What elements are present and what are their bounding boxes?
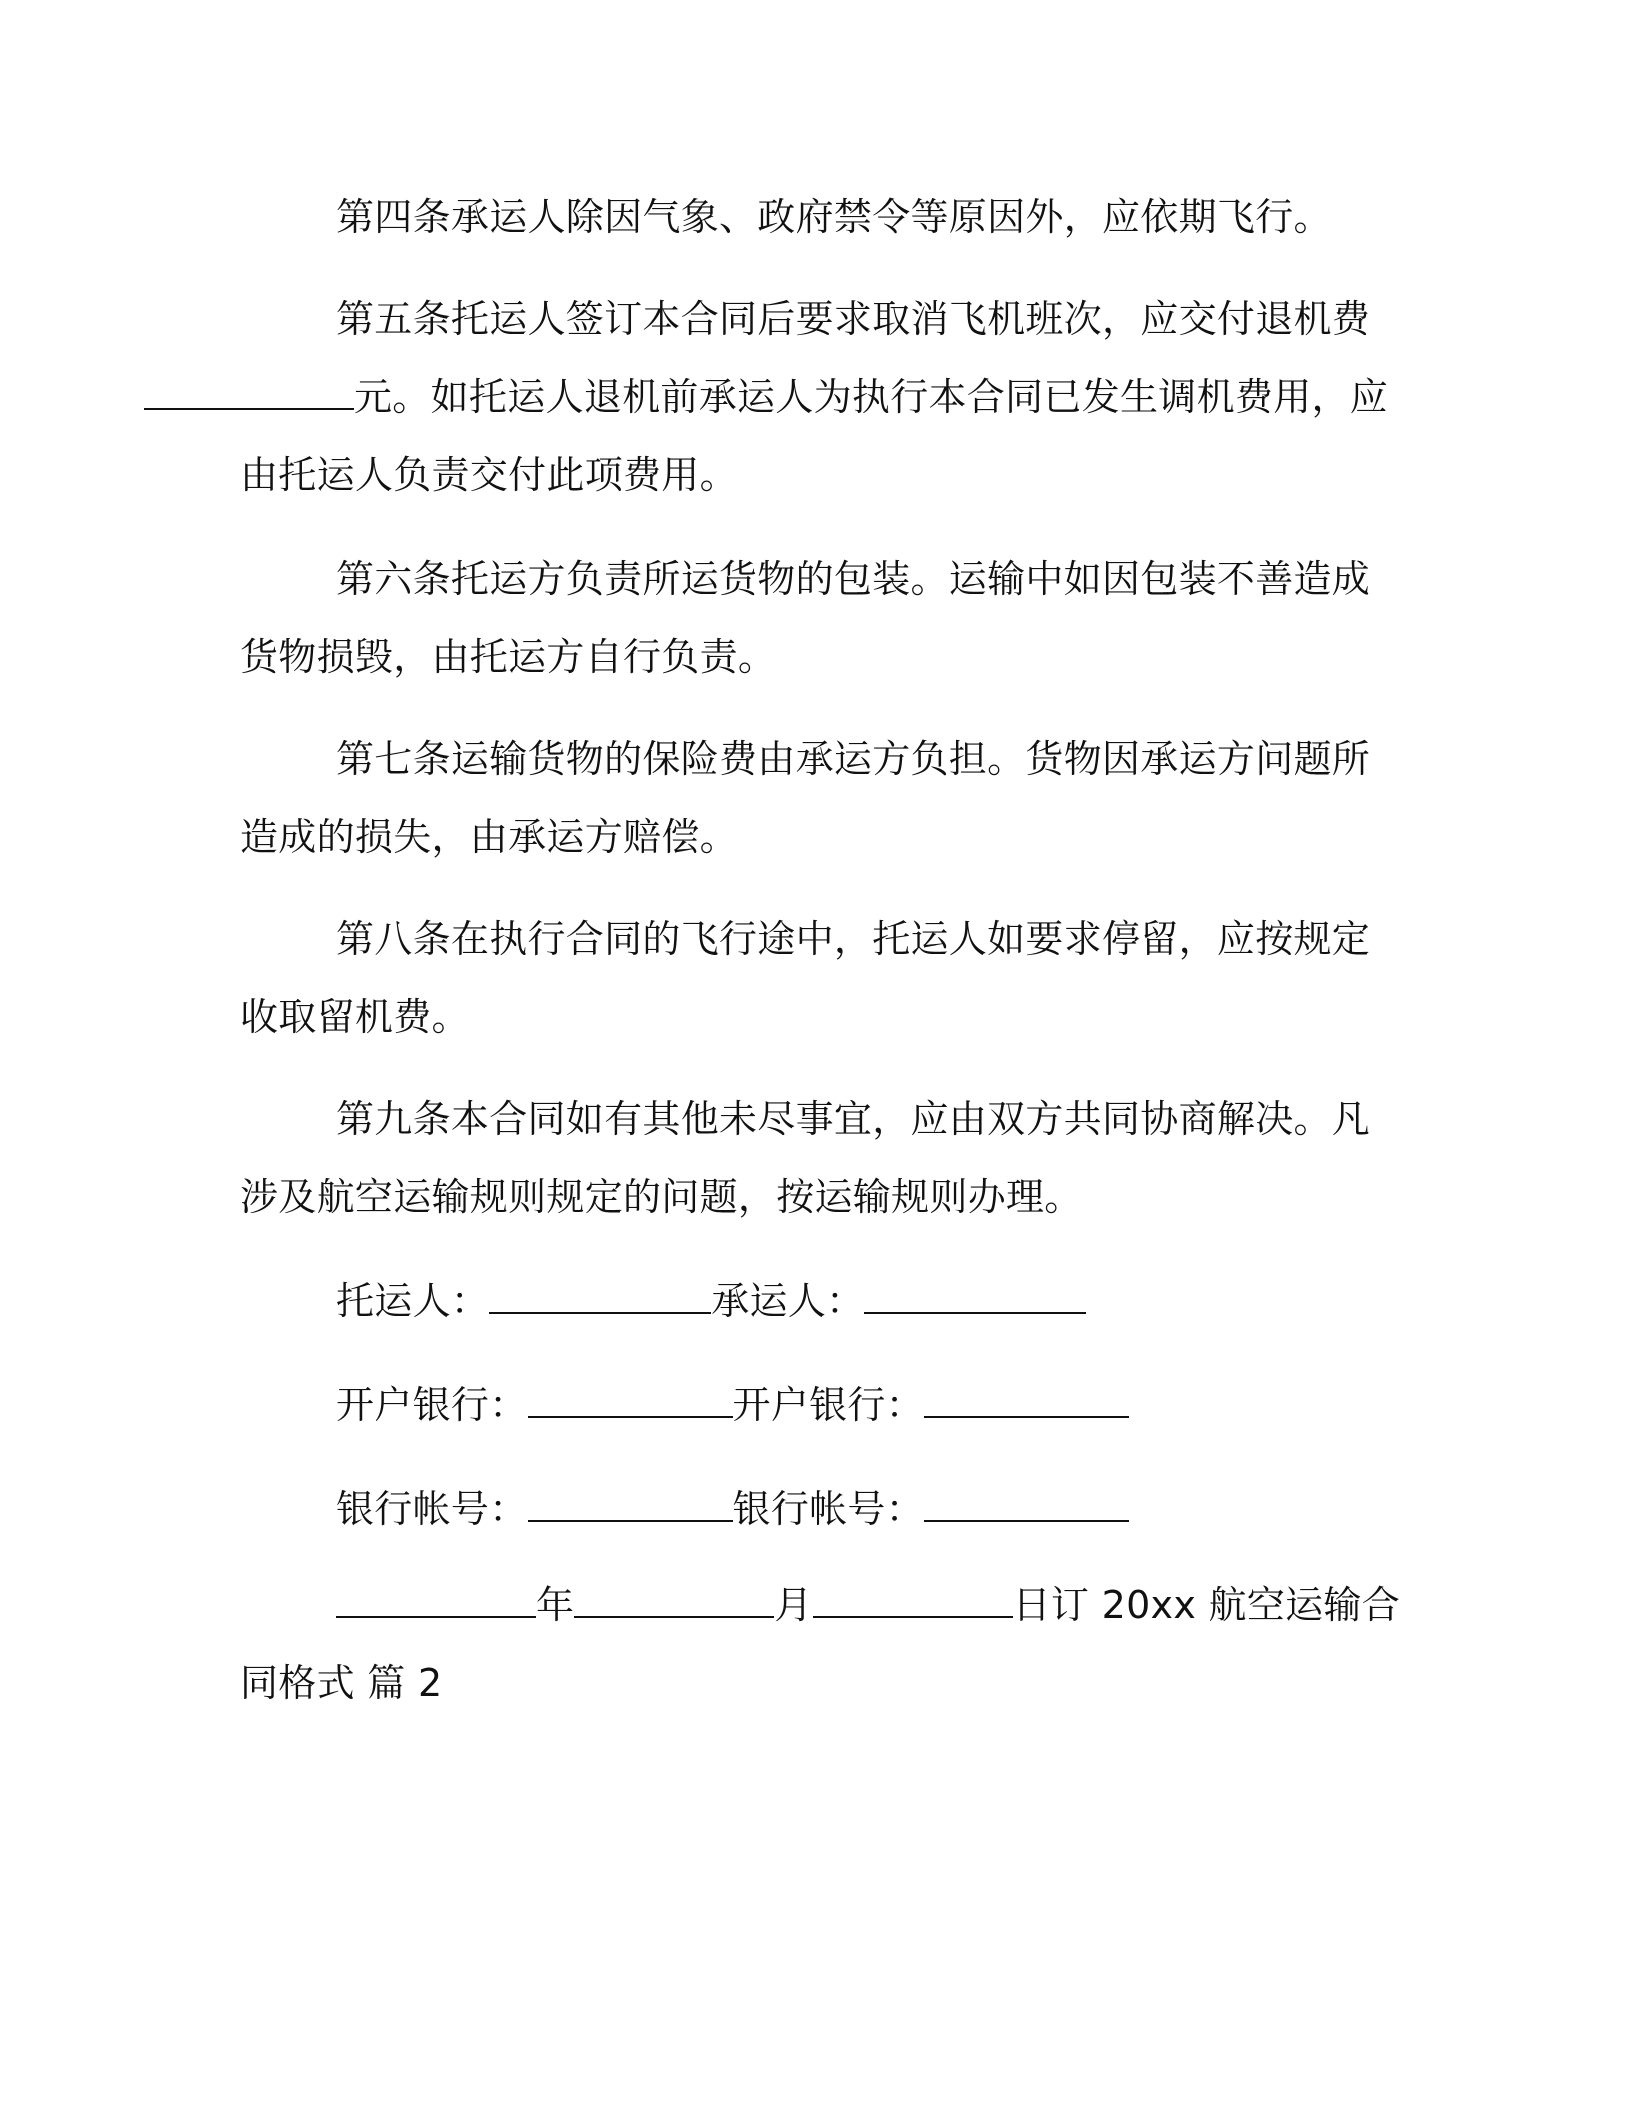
article-8: 第八条在执行合同的飞行途中，托运人如要求停留，应按规定收取留机费。	[240, 917, 1371, 1039]
carrier-label: 承运人：	[711, 1279, 865, 1323]
article-7: 第七条运输货物的保险费由承运方负担。货物因承运方问题所造成的损失，由承运方赔偿。	[240, 737, 1371, 859]
article-5-text-b: 元。如托运人退机前承运人为执行本合同已发生调机费用，应由托运人负责交付此项费用。	[240, 375, 1389, 497]
article-6: 第六条托运方负责所运货物的包装。运输中如因包装不善造成货物损毁，由托运方自行负责。	[240, 557, 1371, 679]
article-5-text-a: 第五条托运人签订本合同后要求取消飞机班次，应交付退机费	[336, 297, 1371, 341]
carrier-bank-label: 开户银行：	[732, 1383, 925, 1427]
carrier-account-blank	[924, 1490, 1129, 1522]
bank-line	[240, 1366, 1496, 1444]
month-label: 月	[774, 1583, 813, 1627]
carrier-blank	[864, 1282, 1086, 1314]
day-blank	[813, 1586, 1013, 1618]
party-names-line	[240, 1262, 1496, 1340]
shipper-account-label: 银行帐号：	[336, 1487, 528, 1531]
shipper-blank	[489, 1282, 711, 1314]
carrier-bank-blank	[924, 1386, 1129, 1418]
shipper-label: 托运人：	[336, 1279, 490, 1323]
day-label: 日订 20xx 航空运输合同格式 篇 2	[240, 1583, 1401, 1705]
shipper-account-blank	[528, 1490, 733, 1522]
article-5	[240, 280, 1400, 514]
carrier-account-label: 银行帐号：	[732, 1487, 925, 1531]
shipper-bank-label: 开户银行：	[336, 1383, 528, 1427]
year-blank	[336, 1586, 536, 1618]
refund-fee-blank	[144, 378, 354, 410]
article-9: 第九条本合同如有其他未尽事宜，应由双方共同协商解决。凡涉及航空运输规则规定的问题，按运输规则办理。	[240, 1097, 1371, 1219]
shipper-bank-blank	[528, 1386, 733, 1418]
account-line	[240, 1470, 1496, 1548]
year-label: 年	[536, 1583, 575, 1627]
article-4: 第四条承运人除因气象、政府禁令等原因外，应依期飞行。	[336, 195, 1332, 239]
date-line	[240, 1566, 1400, 1722]
month-blank	[574, 1586, 774, 1618]
